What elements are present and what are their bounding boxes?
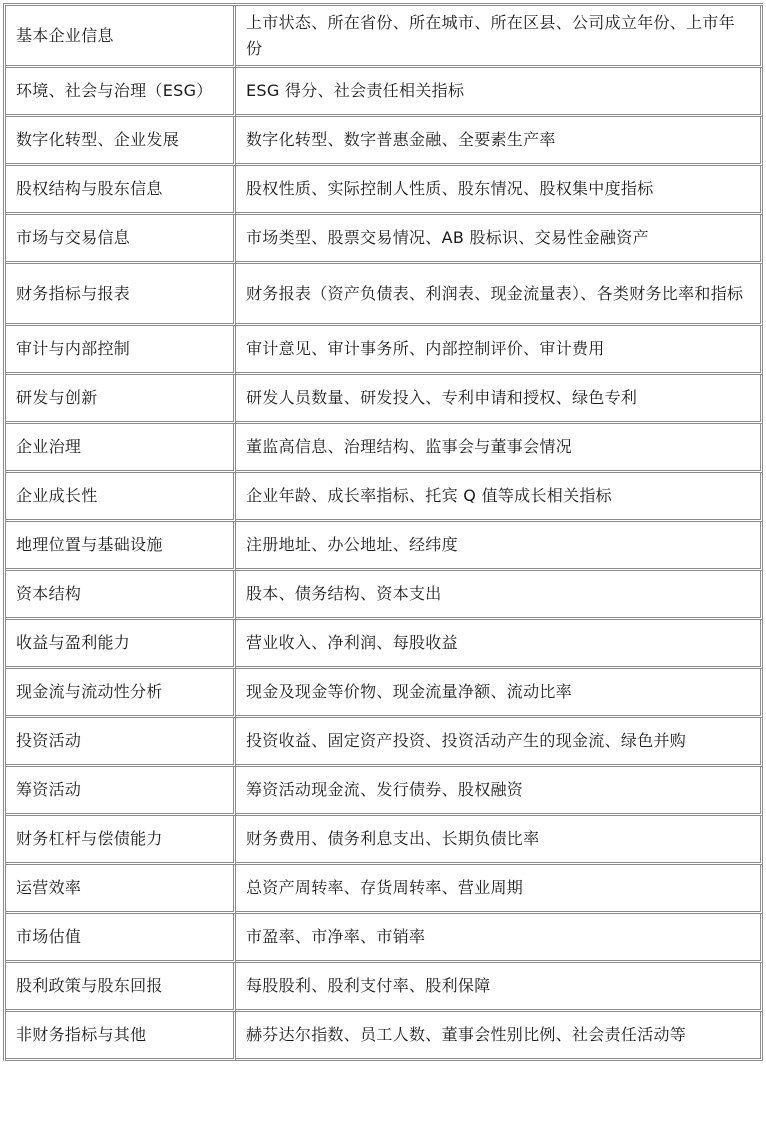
content-cell: 总资产周转率、存货周转率、营业周期 <box>236 865 763 914</box>
category-cell: 市场估值 <box>6 914 236 963</box>
content-cell: 董监高信息、治理结构、监事会与董事会情况 <box>236 424 763 473</box>
content-cell: 上市状态、所在省份、所在城市、所在区县、公司成立年份、上市年份 <box>236 6 763 68</box>
table-row <box>6 424 763 473</box>
category-cell: 收益与盈利能力 <box>6 620 236 669</box>
table-row <box>6 166 763 215</box>
category-cell: 运营效率 <box>6 865 236 914</box>
category-cell: 基本企业信息 <box>6 6 236 68</box>
table-row <box>6 68 763 117</box>
category-cell: 数字化转型、企业发展 <box>6 117 236 166</box>
table-row <box>6 117 763 166</box>
content-cell: 股本、债务结构、资本支出 <box>236 571 763 620</box>
category-cell: 审计与内部控制 <box>6 326 236 375</box>
content-cell: 投资收益、固定资产投资、投资活动产生的现金流、绿色并购 <box>236 718 763 767</box>
content-cell: ESG 得分、社会责任相关指标 <box>236 68 763 117</box>
table-row <box>6 1012 763 1061</box>
content-cell: 注册地址、办公地址、经纬度 <box>236 522 763 571</box>
table-row <box>6 669 763 718</box>
category-cell: 股权结构与股东信息 <box>6 166 236 215</box>
content-cell: 研发人员数量、研发投入、专利申请和授权、绿色专利 <box>236 375 763 424</box>
category-cell: 非财务指标与其他 <box>6 1012 236 1061</box>
content-cell: 市盈率、市净率、市销率 <box>236 914 763 963</box>
content-cell: 筹资活动现金流、发行债券、股权融资 <box>236 767 763 816</box>
content-cell: 数字化转型、数字普惠金融、全要素生产率 <box>236 117 763 166</box>
category-cell: 投资活动 <box>6 718 236 767</box>
table-row <box>6 571 763 620</box>
category-cell: 财务指标与报表 <box>6 264 236 326</box>
content-cell: 现金及现金等价物、现金流量净额、流动比率 <box>236 669 763 718</box>
category-cell: 企业成长性 <box>6 473 236 522</box>
table-row <box>6 522 763 571</box>
category-cell: 企业治理 <box>6 424 236 473</box>
table-row <box>6 473 763 522</box>
table-row <box>6 620 763 669</box>
category-cell: 财务杠杆与偿债能力 <box>6 816 236 865</box>
category-cell: 研发与创新 <box>6 375 236 424</box>
table-row <box>6 718 763 767</box>
content-cell: 财务费用、债务利息支出、长期负债比率 <box>236 816 763 865</box>
category-cell: 资本结构 <box>6 571 236 620</box>
table-row <box>6 767 763 816</box>
table-row <box>6 865 763 914</box>
table-row <box>6 375 763 424</box>
table-row <box>6 215 763 264</box>
table-row <box>6 326 763 375</box>
content-cell: 赫芬达尔指数、员工人数、董事会性别比例、社会责任活动等 <box>236 1012 763 1061</box>
category-cell: 地理位置与基础设施 <box>6 522 236 571</box>
table-row <box>6 914 763 963</box>
table-row <box>6 264 763 326</box>
table-row <box>6 816 763 865</box>
category-cell: 股利政策与股东回报 <box>6 963 236 1012</box>
table-row <box>6 6 763 68</box>
content-cell: 财务报表（资产负债表、利润表、现金流量表）、各类财务比率和指标 <box>236 264 763 326</box>
category-cell: 环境、社会与治理（ESG） <box>6 68 236 117</box>
category-cell: 现金流与流动性分析 <box>6 669 236 718</box>
data-category-table <box>3 3 763 1061</box>
content-cell: 市场类型、股票交易情况、AB 股标识、交易性金融资产 <box>236 215 763 264</box>
content-cell: 企业年龄、成长率指标、托宾 Q 值等成长相关指标 <box>236 473 763 522</box>
content-cell: 审计意见、审计事务所、内部控制评价、审计费用 <box>236 326 763 375</box>
content-cell: 每股股利、股利支付率、股利保障 <box>236 963 763 1012</box>
table-row <box>6 963 763 1012</box>
category-cell: 市场与交易信息 <box>6 215 236 264</box>
content-cell: 股权性质、实际控制人性质、股东情况、股权集中度指标 <box>236 166 763 215</box>
category-cell: 筹资活动 <box>6 767 236 816</box>
content-cell: 营业收入、净利润、每股收益 <box>236 620 763 669</box>
